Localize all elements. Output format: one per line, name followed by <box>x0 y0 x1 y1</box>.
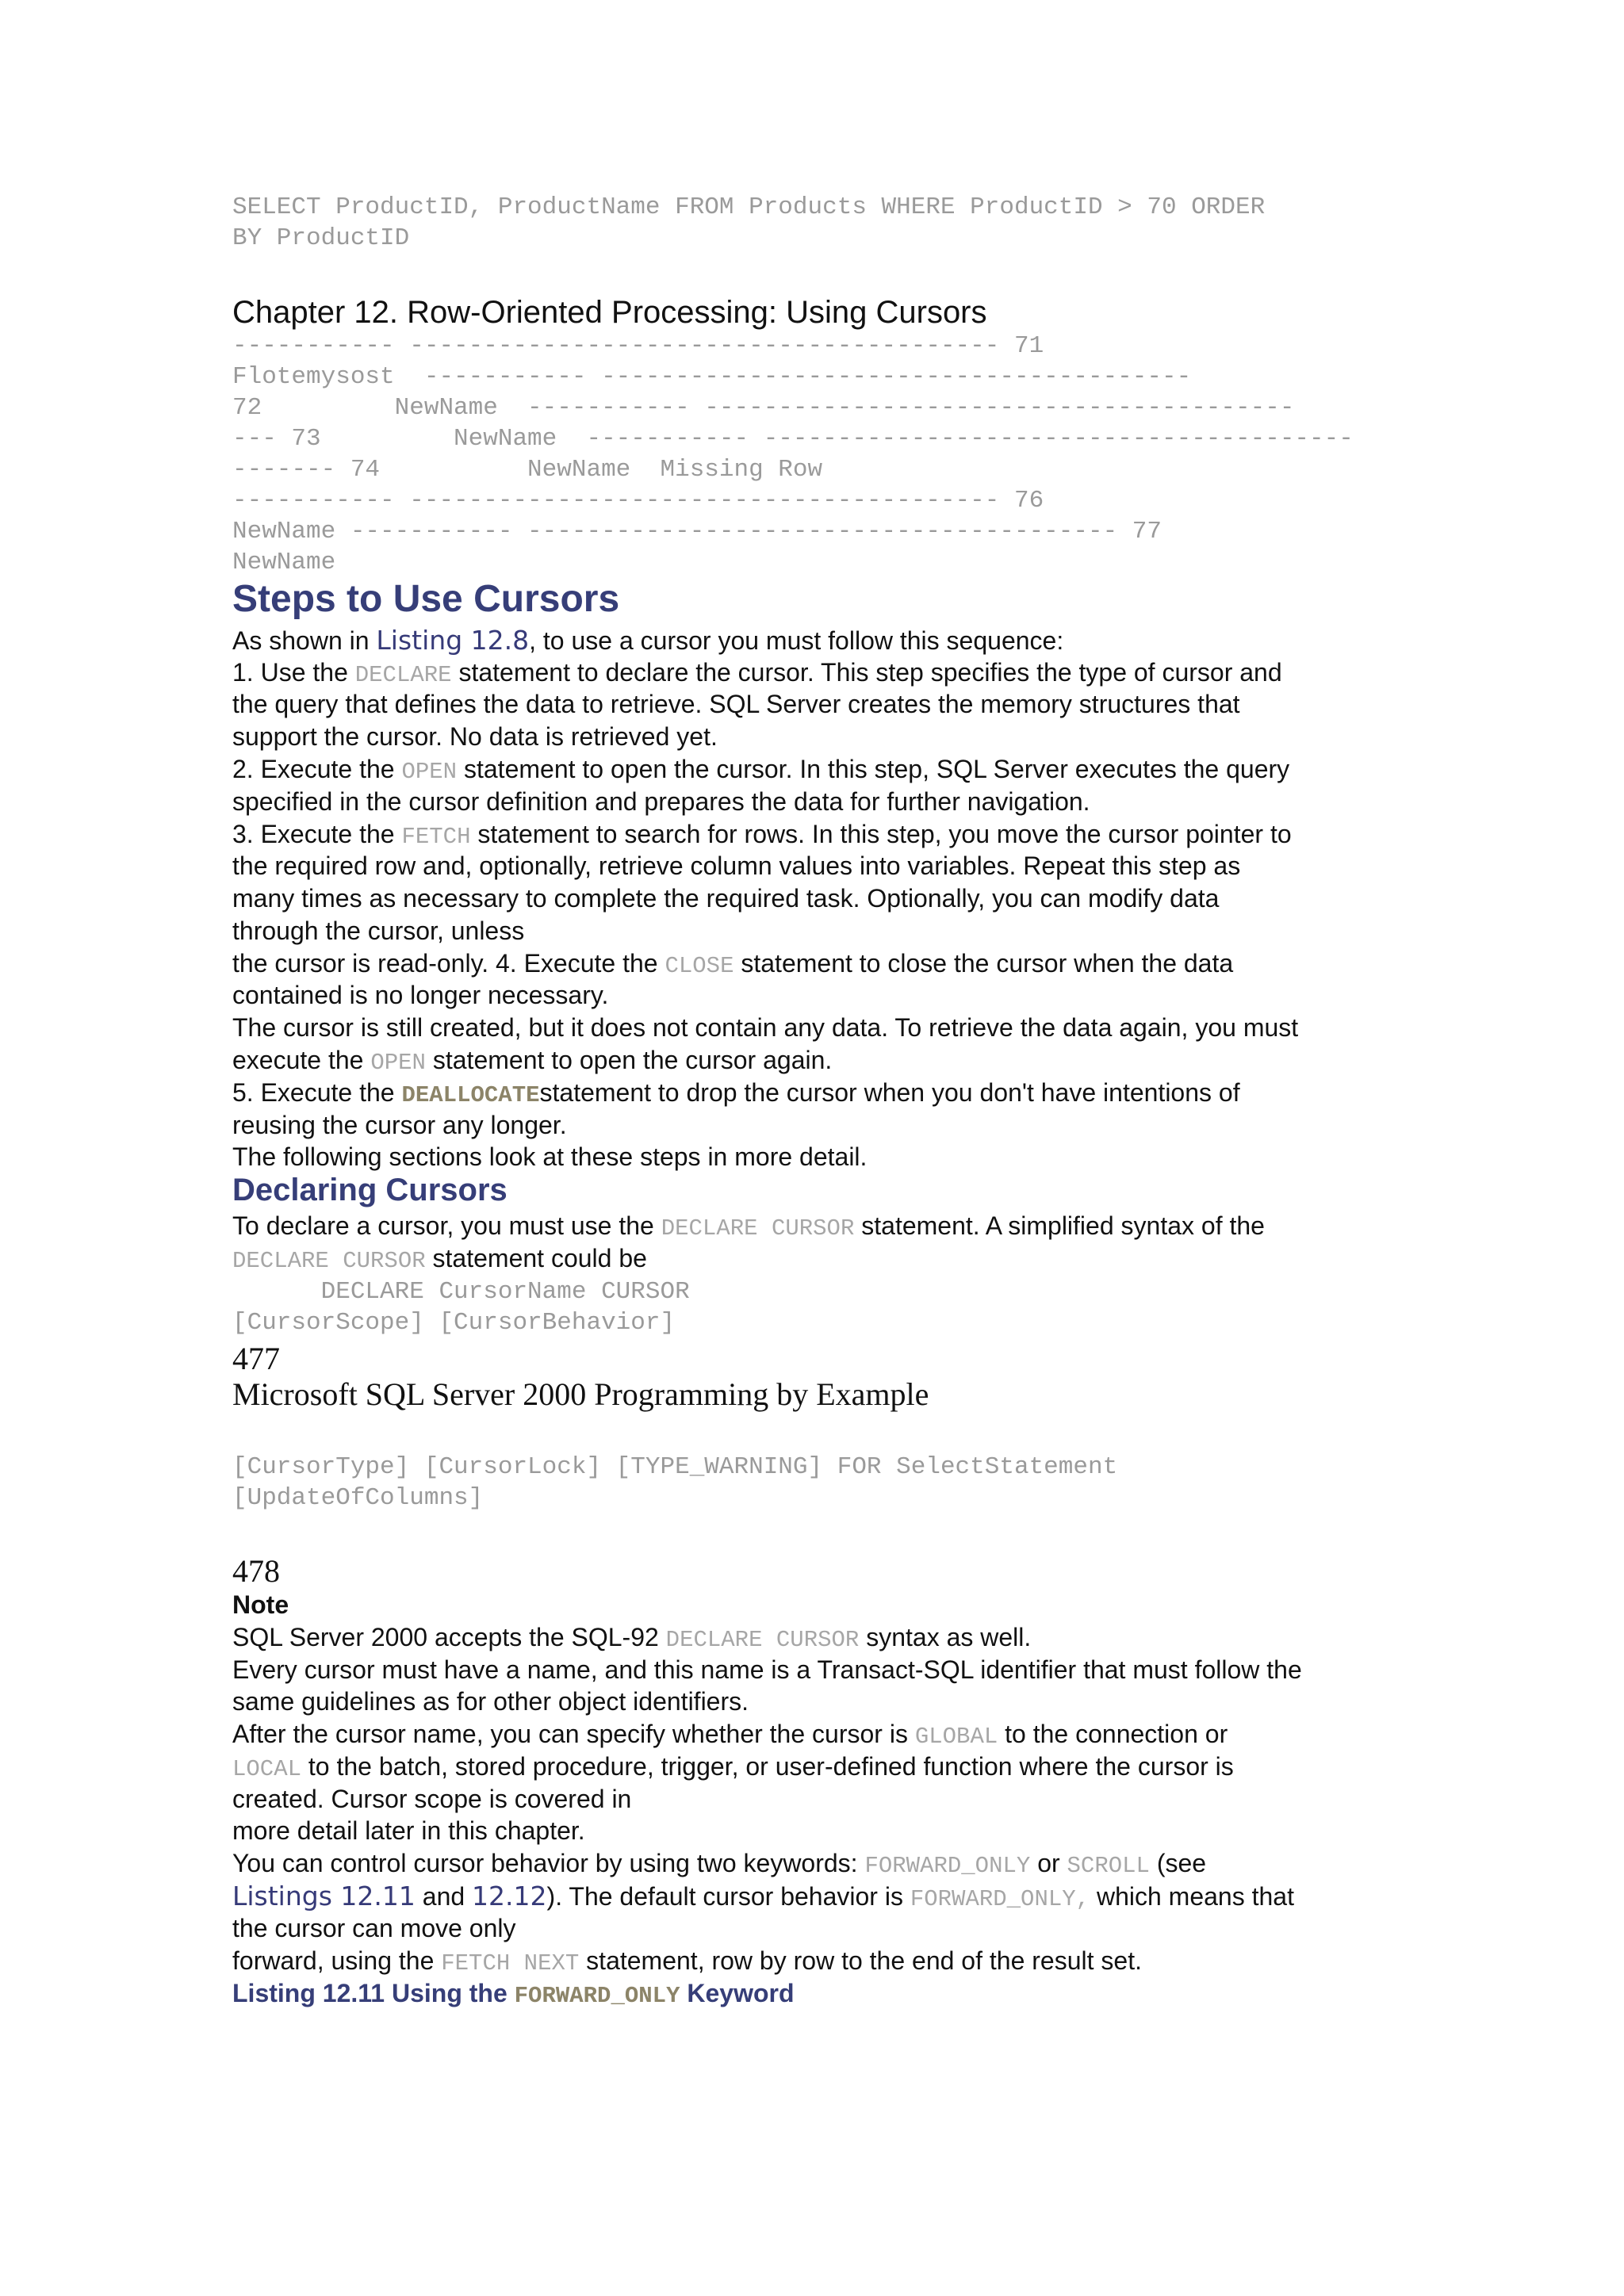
text: ). The default cursor behavior is <box>546 1882 910 1911</box>
text: to the connection or <box>998 1720 1228 1748</box>
paragraph-line: same guidelines as for other object identifiers. <box>232 1687 749 1716</box>
text: statement to close the cursor when the data <box>733 949 1234 978</box>
result-line: --- 73 NewName ----------- ---------------------------------------- <box>232 425 1354 453</box>
listing-link[interactable]: Listing 12.8 <box>376 625 530 656</box>
page-number: 478 <box>232 1553 280 1589</box>
intro-paragraph <box>232 625 1064 656</box>
listing-link[interactable]: Listings 12.11 <box>232 1881 416 1911</box>
text: statement to declare the cursor. This step specifies the type of cursor and <box>451 658 1282 687</box>
result-line: NewName <box>232 549 336 576</box>
inline-code: DEALLOCATE <box>401 1082 540 1108</box>
scope-paragraph-line <box>232 1754 1234 1781</box>
syntax-line: DECLARE CursorName CURSOR <box>232 1278 690 1306</box>
text: statement. A simplified syntax of the <box>854 1211 1265 1240</box>
text: 3. Execute the <box>232 820 402 848</box>
paragraph: The following sections look at these steps in more detail. <box>232 1142 868 1171</box>
syntax-line: [UpdateOfColumns] <box>232 1484 484 1512</box>
step-4 <box>232 951 1233 978</box>
subsection-heading: Declaring Cursors <box>232 1173 508 1207</box>
note-label: Note <box>232 1590 289 1619</box>
behavior-paragraph-line <box>232 1948 1142 1975</box>
text: statement, row by row to the end of the result set. <box>579 1946 1142 1975</box>
code-line: BY ProductID <box>232 224 410 252</box>
text: statement could be <box>425 1244 647 1272</box>
step-5-line: reusing the cursor any longer. <box>232 1111 567 1139</box>
step-4-line <box>232 1047 832 1074</box>
text: After the cursor name, you can specify whether the cursor is <box>232 1720 915 1748</box>
result-line: ----------- ---------------------------------------- 71 <box>232 332 1044 360</box>
behavior-paragraph-line: the cursor can move only <box>232 1914 516 1942</box>
step-4-line: contained is no longer necessary. <box>232 981 609 1009</box>
note-text <box>232 1624 1031 1651</box>
step-2-line: specified in the cursor definition and prepares the data for further navigation. <box>232 787 1090 816</box>
inline-code: FETCH NEXT <box>441 1950 580 1976</box>
inline-code: CLOSE <box>665 953 734 979</box>
text: statement to search for rows. In this step, you move the cursor pointer to <box>470 820 1292 848</box>
text: and <box>415 1882 473 1911</box>
text: statement to open the cursor. In this step, SQL Server executes the query <box>457 755 1290 783</box>
result-line: 72 NewName ----------- ---------------------------------------- <box>232 394 1295 422</box>
syntax-line: [CursorScope] [CursorBehavior] <box>232 1309 676 1337</box>
text: (see <box>1149 1849 1207 1877</box>
inline-code: DECLARE CURSOR <box>232 1248 426 1274</box>
text: 5. Execute the <box>232 1078 402 1107</box>
page-number: 477 <box>232 1341 280 1376</box>
result-line: ----------- ---------------------------------------- 76 <box>232 487 1044 515</box>
listing-caption <box>232 1980 795 2007</box>
step-1-line: the query that defines the data to retrieve. SQL Server creates the memory structures that <box>232 690 1240 718</box>
text: the cursor is read-only. 4. Execute the <box>232 949 665 978</box>
text: 2. Execute the <box>232 755 402 783</box>
step-2 <box>232 756 1289 783</box>
book-title-footer: Microsoft SQL Server 2000 Programming by Example <box>232 1376 929 1412</box>
text: , to use a cursor you must follow this sequence: <box>529 626 1064 655</box>
step-1 <box>232 660 1282 687</box>
inline-code: DECLARE CURSOR <box>665 1627 860 1653</box>
text: syntax as well. <box>859 1623 1032 1651</box>
scope-paragraph <box>232 1721 1228 1748</box>
behavior-paragraph-line <box>232 1883 1294 1911</box>
step-3-line: the required row and, optionally, retrieve column values into variables. Repeat this step as <box>232 851 1241 880</box>
step-3-line: many times as necessary to complete the required task. Optionally, you can modify data <box>232 884 1220 913</box>
scope-paragraph-line: more detail later in this chapter. <box>232 1816 585 1845</box>
scope-paragraph-line: created. Cursor scope is covered in <box>232 1785 632 1813</box>
result-line: Flotemysost ----------- ---------------------------------------- <box>232 363 1192 391</box>
inline-code: FORWARD_ONLY <box>864 1853 1031 1879</box>
behavior-paragraph <box>232 1850 1206 1877</box>
step-5 <box>232 1080 1240 1107</box>
syntax-line: [CursorType] [CursorLock] [TYPE_WARNING] FOR SelectStatement <box>232 1453 1118 1481</box>
inline-code: DECLARE CURSOR <box>661 1215 855 1242</box>
chapter-heading: Chapter 12. Row-Oriented Processing: Using Cursors <box>232 295 987 330</box>
code-line: SELECT ProductID, ProductName FROM Products WHERE ProductID > 70 ORDER <box>232 193 1266 221</box>
text: forward, using the <box>232 1946 442 1975</box>
inline-code: FORWARD_ONLY <box>514 1983 680 2009</box>
inline-code: SCROLL <box>1067 1853 1150 1879</box>
step-3-line: through the cursor, unless <box>232 916 525 945</box>
inline-code: FORWARD_ONLY, <box>910 1886 1090 1912</box>
inline-code: LOCAL <box>232 1756 302 1782</box>
text: As shown in <box>232 626 377 655</box>
result-line: ------- 74 NewName Missing Row <box>232 456 823 484</box>
step-1-line: support the cursor. No data is retrieved yet. <box>232 722 718 751</box>
text: to the batch, stored procedure, trigger, or user-defined function where the cursor is <box>301 1752 1234 1781</box>
text: You can control cursor behavior by using two keywords: <box>232 1849 865 1877</box>
inline-code: OPEN <box>370 1050 426 1076</box>
text: which means that <box>1090 1882 1294 1911</box>
declaring-paragraph <box>232 1213 1265 1240</box>
section-heading: Steps to Use Cursors <box>232 578 620 620</box>
inline-code: GLOBAL <box>914 1724 998 1750</box>
text: SQL Server 2000 accepts the SQL-92 <box>232 1623 666 1651</box>
step-3 <box>232 821 1292 848</box>
text: or <box>1030 1849 1067 1877</box>
listing-link[interactable]: 12.12 <box>472 1881 547 1911</box>
text: Keyword <box>680 1979 795 2007</box>
text: 1. Use the <box>232 658 355 687</box>
text: statement to open the cursor again. <box>425 1046 833 1074</box>
inline-code: DECLARE <box>354 662 452 688</box>
result-line: NewName ----------- ---------------------------------------- 77 <box>232 518 1162 545</box>
text: statement to drop the cursor when you don't have intentions of <box>539 1078 1240 1107</box>
paragraph-line: Every cursor must have a name, and this name is a Transact-SQL identifier that must follow the <box>232 1655 1302 1684</box>
inline-code: FETCH <box>401 824 471 850</box>
text: execute the <box>232 1046 371 1074</box>
declaring-paragraph-line <box>232 1246 647 1272</box>
text: Listing 12.11 Using the <box>232 1979 515 2007</box>
text: To declare a cursor, you must use the <box>232 1211 661 1240</box>
inline-code: OPEN <box>401 759 458 785</box>
step-4-line: The cursor is still created, but it does not contain any data. To retrieve the data again, you must <box>232 1013 1299 1042</box>
